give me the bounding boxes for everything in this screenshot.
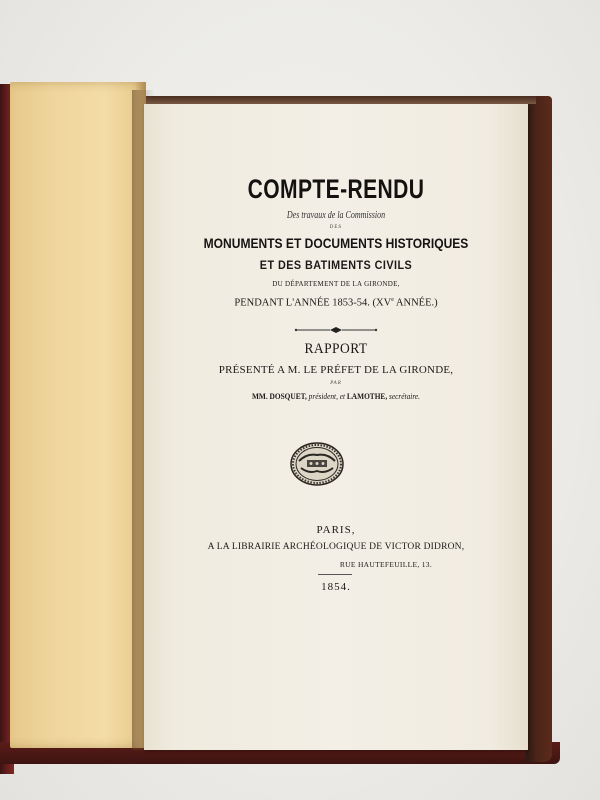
ornament-rule-icon (294, 326, 378, 334)
period (144, 297, 528, 309)
address: RUE HAUTEFEUILLE, 13. (339, 560, 432, 569)
authors-role1: président, et (306, 392, 347, 401)
period-prefix: PENDANT L'ANNÉE 1853-54. (XV (234, 297, 392, 309)
authors (159, 392, 512, 401)
book-cover-right (526, 96, 552, 762)
city: PARIS, (316, 524, 356, 536)
period-sup: e (391, 297, 394, 303)
heading: COMPTE-RENDU (247, 174, 425, 204)
library-stamp-seal-icon (289, 441, 345, 487)
period-suffix: ANNÉE.) (393, 297, 438, 309)
publisher: A LA LIBRAIRIE ARCHÉOLOGIQUE DE VICTOR DIDRON, (207, 542, 465, 552)
main-title-2: ET DES BATIMENTS CIVILS (259, 258, 413, 272)
par-label: PAR (330, 381, 342, 386)
presented-to: PRÉSENTÉ A M. LE PRÉFET DE LA GIRONDE, (218, 364, 454, 376)
year-rule (318, 574, 352, 575)
authors-role2: secrétaire. (387, 392, 421, 401)
main-title: MONUMENTS ET DOCUMENTS HISTORIQUES (203, 235, 469, 251)
subheading: Des travaux de la Commission (286, 210, 386, 221)
year: 1854. (321, 581, 351, 593)
book-page-block-top (140, 96, 536, 104)
title-page (144, 104, 528, 750)
report-title: RAPPORT (304, 341, 368, 357)
department: DU DÉPARTEMENT DE LA GIRONDE, (272, 280, 400, 288)
left-page (10, 82, 146, 748)
authors-name2: LAMOTHE, (346, 392, 388, 401)
connector: DES (329, 225, 343, 230)
authors-mm: MM. DOSQUET, (251, 392, 307, 401)
